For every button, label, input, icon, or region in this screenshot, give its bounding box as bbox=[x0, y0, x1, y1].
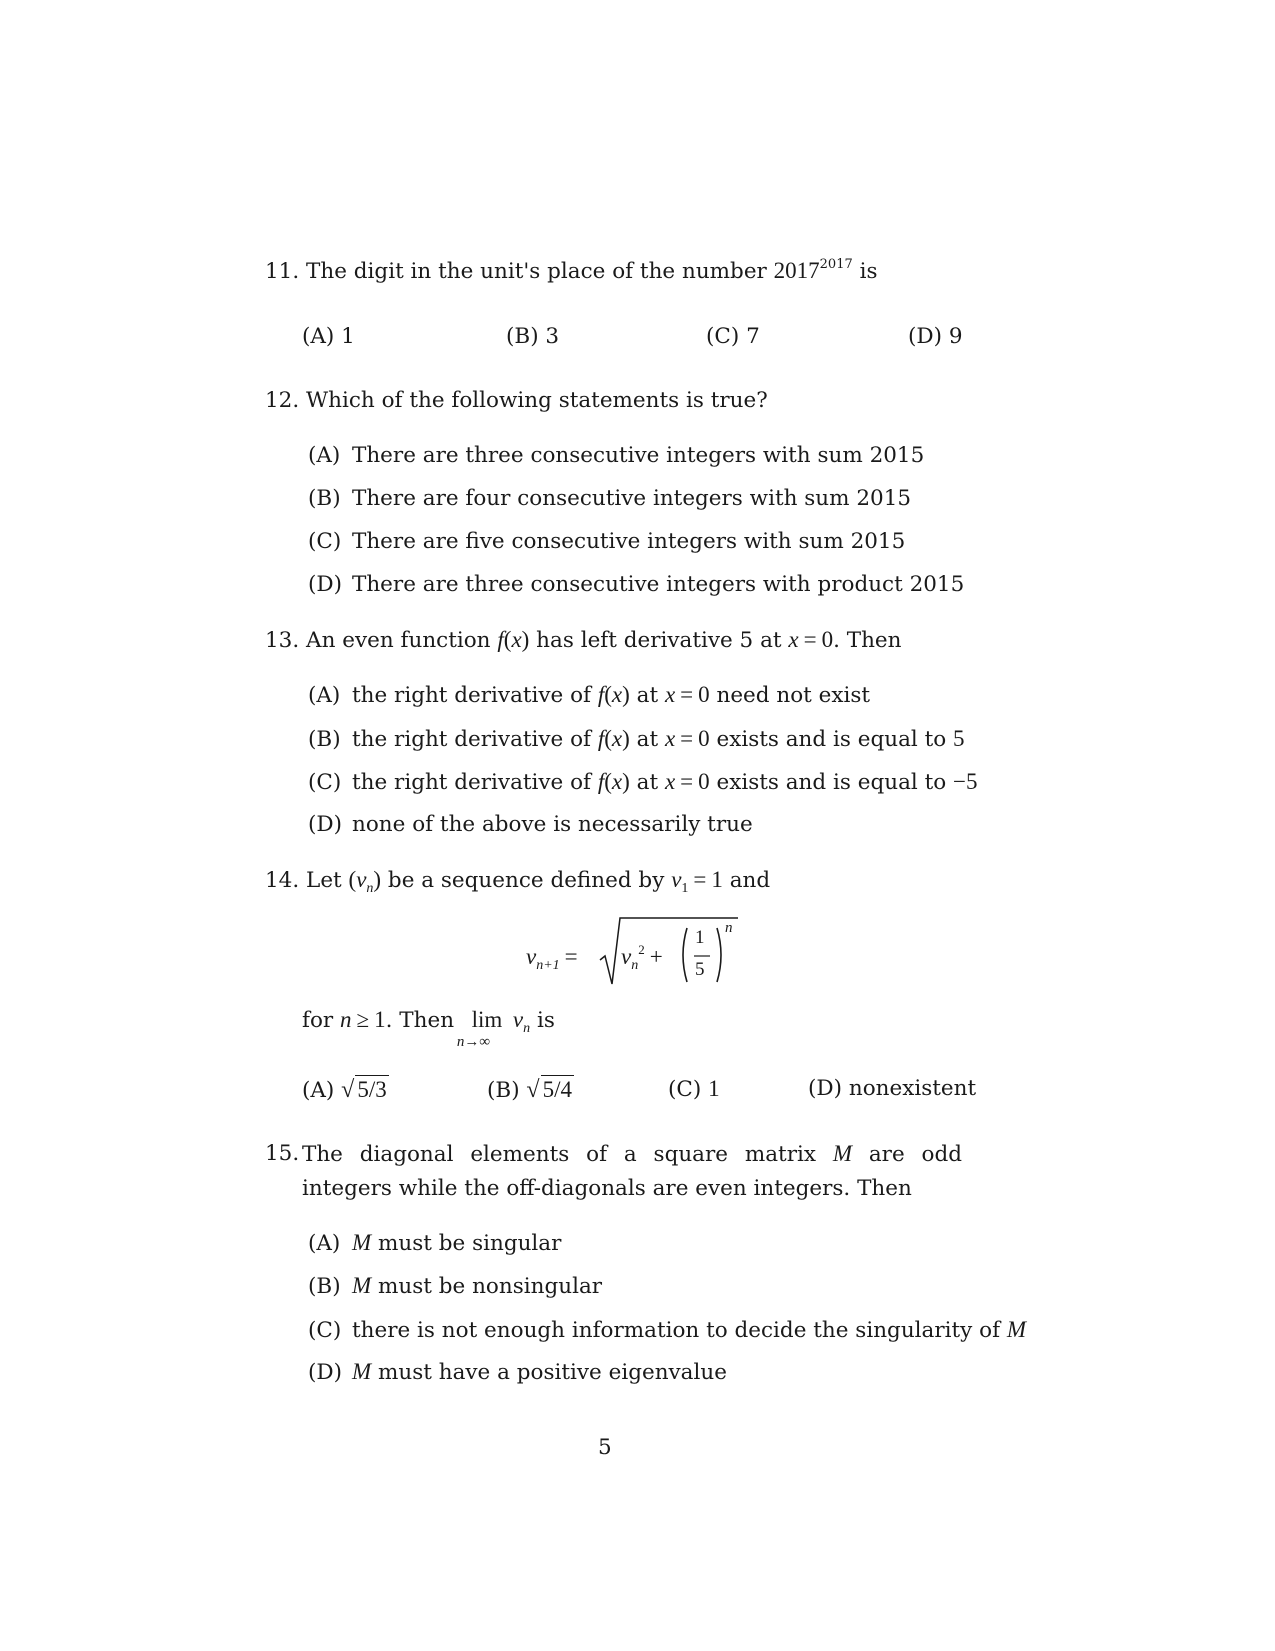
q13-option-c-at: at bbox=[629, 770, 665, 795]
q13-option-a-zero: 0 bbox=[698, 682, 710, 707]
q14-one-sub: 1 bbox=[681, 881, 689, 896]
q14-stem: 14. Let $(v_n)$ be a sequence defined by $v_1 = 1$ and bbox=[265, 867, 771, 896]
q15-stem bbox=[302, 1137, 962, 1206]
q13-option-a-x2: x bbox=[664, 682, 676, 707]
q11-option-d-letter: (D) bbox=[908, 324, 943, 349]
q15-M: M bbox=[832, 1141, 852, 1166]
q14-limit bbox=[456, 1006, 513, 1050]
q13-option-a[interactable]: (A) the right derivative of f(x) at x = 0 need not exist bbox=[308, 682, 871, 708]
q14-eq-lhs-sub: n+1 bbox=[536, 958, 560, 973]
q12-option-b-text: There are four consecutive integers with sum 2015 bbox=[352, 486, 912, 511]
q13-option-a-prefix: the right derivative of bbox=[352, 683, 598, 708]
q11-text-after: is bbox=[852, 259, 878, 284]
q14-text-1: Let bbox=[306, 868, 349, 893]
q13-x-2: x bbox=[788, 627, 799, 652]
q14-radicand-n: n bbox=[631, 958, 639, 973]
q14-option-d-letter: (D) bbox=[808, 1076, 843, 1101]
q12-option-d-text: There are three consecutive integers with product 2015 bbox=[352, 572, 965, 597]
q14-lim: lim bbox=[471, 1007, 503, 1032]
q12-option-d[interactable] bbox=[308, 571, 964, 599]
q13-f: f bbox=[497, 627, 504, 652]
q13-option-c-f: f bbox=[597, 769, 605, 794]
q13-option-b-f: f bbox=[597, 726, 605, 751]
q15-option-b-text: must be nonsingular bbox=[371, 1274, 603, 1299]
q13-text-2: has left derivative 5 at bbox=[529, 628, 789, 653]
q13-option-b[interactable]: (B) the right derivative of f(x) at x = 0 exists and is equal to 5 bbox=[308, 726, 965, 752]
q13-option-b-x2: x bbox=[664, 726, 676, 751]
q14-lim-v-sub: n bbox=[523, 1021, 531, 1036]
q14-power-n bbox=[725, 920, 733, 936]
q14-one: 1 bbox=[711, 867, 723, 892]
q12-number: 12. bbox=[265, 388, 300, 413]
q14-eq-equals: = bbox=[564, 944, 578, 969]
q14-option-d-text: nonexistent bbox=[848, 1076, 977, 1101]
q13-equals: = bbox=[803, 627, 817, 652]
q14-n: n bbox=[340, 1007, 352, 1032]
q12-option-c[interactable] bbox=[308, 528, 905, 556]
q12-option-a[interactable] bbox=[308, 442, 924, 470]
q15-text-2: are odd integers while the off-diagonals are even integers. Then bbox=[302, 1142, 962, 1201]
q13-option-b-letter: (B) bbox=[308, 727, 341, 752]
q13-option-c[interactable]: (C) the right derivative of f(x) at x = 0 exists and is equal to −5 bbox=[308, 769, 978, 795]
q13-option-a-tail: need not exist bbox=[709, 683, 871, 708]
page-number-text: 5 bbox=[598, 1435, 612, 1460]
page-number bbox=[598, 1434, 612, 1462]
q11-text-before: The digit in the unit's place of the number bbox=[306, 259, 774, 284]
q13-option-c-x: x bbox=[611, 769, 623, 794]
q11-option-d[interactable] bbox=[908, 323, 963, 351]
q15-option-a-letter: (A) bbox=[308, 1231, 341, 1256]
q15-option-b-M: M bbox=[352, 1273, 372, 1298]
q13-option-c-prefix: the right derivative of bbox=[352, 770, 598, 795]
q13-option-b-zero: 0 bbox=[698, 726, 710, 751]
q13-option-c-letter: (C) bbox=[308, 770, 342, 795]
q13-option-d-text: none of the above is necessarily true bbox=[352, 812, 753, 837]
q12-stem bbox=[265, 387, 768, 415]
q11-exponent: 2017 bbox=[819, 257, 853, 272]
q13-option-b-value: 5 bbox=[953, 726, 965, 751]
q13-text-1: An even function bbox=[306, 628, 498, 653]
q13-text-3: . Then bbox=[833, 628, 902, 653]
q15-option-c-letter: (C) bbox=[308, 1318, 342, 1343]
q13-option-b-eq: = bbox=[680, 726, 694, 751]
q12-text: Which of the following statements is true? bbox=[306, 388, 768, 413]
q13-option-c-zero: 0 bbox=[698, 769, 710, 794]
q14-power-n-text: n bbox=[725, 920, 733, 936]
q14-geq: ≥ bbox=[356, 1007, 370, 1032]
q15-option-d[interactable] bbox=[308, 1358, 727, 1387]
q14-number: 14. bbox=[265, 868, 300, 893]
q14-eq-v: v bbox=[526, 944, 537, 969]
q15-number-text: 15. bbox=[265, 1141, 300, 1166]
q14-n-sub: n bbox=[366, 881, 374, 896]
q13-option-d[interactable] bbox=[308, 811, 753, 839]
q12-option-b[interactable] bbox=[308, 485, 911, 513]
q14-text-3: and bbox=[722, 868, 771, 893]
q13-option-c-tail: exists and is equal to bbox=[709, 770, 954, 795]
q14-for: for bbox=[302, 1008, 341, 1033]
q14-limit-line bbox=[302, 1006, 555, 1050]
q13-option-c-x2: x bbox=[664, 769, 676, 794]
q15-option-a-text: must be singular bbox=[371, 1231, 562, 1256]
q13-option-d-letter: (D) bbox=[308, 812, 343, 837]
q14-v: v bbox=[356, 867, 367, 892]
q14-option-a[interactable] bbox=[302, 1075, 389, 1105]
q14-equals: = bbox=[693, 867, 707, 892]
q13-option-b-x: x bbox=[611, 726, 623, 751]
q14-option-a-letter: (A) bbox=[302, 1078, 335, 1103]
q13-option-a-letter: (A) bbox=[308, 683, 341, 708]
q11-number: 11. bbox=[265, 259, 300, 284]
q14-radicand bbox=[621, 943, 668, 972]
q12-option-d-letter: (D) bbox=[308, 572, 343, 597]
q13-stem: 13. An even function f(x) has left derivative 5 at x = 0. Then bbox=[265, 627, 902, 653]
q11-option-b[interactable] bbox=[506, 323, 559, 351]
q13-option-a-at: at bbox=[629, 683, 665, 708]
q13-option-a-f: f bbox=[597, 682, 605, 707]
q14-radicand-plus: + bbox=[649, 944, 663, 969]
q11-option-a-letter: (A) bbox=[302, 324, 335, 349]
q15-option-b[interactable] bbox=[308, 1272, 602, 1301]
q14-option-b-text: 5/4 bbox=[542, 1077, 572, 1102]
q14-radicand-square: 2 bbox=[638, 942, 645, 957]
q12-option-a-text: There are three consecutive integers with sum 2015 bbox=[352, 443, 925, 468]
q15-option-d-text: must have a positive eigenvalue bbox=[371, 1360, 727, 1385]
q15-option-d-M: M bbox=[352, 1359, 372, 1384]
q14-lim-sub: n→∞ bbox=[456, 1034, 491, 1050]
sqrt-icon: √ 5/4 bbox=[526, 1077, 572, 1103]
q13-option-b-prefix: the right derivative of bbox=[352, 727, 598, 752]
q14-option-d[interactable] bbox=[808, 1075, 976, 1103]
q15-option-a[interactable] bbox=[308, 1229, 561, 1258]
q14-option-b-letter: (B) bbox=[487, 1078, 520, 1103]
q13-option-b-tail: exists and is equal to bbox=[709, 727, 954, 752]
q11-option-c[interactable] bbox=[706, 323, 760, 351]
q13-zero: 0 bbox=[821, 627, 834, 652]
q12-option-a-letter: (A) bbox=[308, 443, 341, 468]
q11-option-a[interactable] bbox=[302, 323, 355, 351]
q14-frac-numerator bbox=[695, 926, 705, 949]
q13-option-b-at: at bbox=[629, 727, 665, 752]
q11-option-c-letter: (C) bbox=[706, 324, 740, 349]
q13-option-c-eq: = bbox=[680, 769, 694, 794]
q14-option-a-text: 5/3 bbox=[357, 1077, 387, 1102]
q14-equation-lhs bbox=[526, 943, 583, 972]
q15-option-c-M: M bbox=[1006, 1317, 1027, 1342]
q13-option-c-value: −5 bbox=[953, 769, 978, 794]
q15-number bbox=[265, 1140, 299, 1168]
q14-radicand-v: v bbox=[621, 944, 632, 969]
q14-is: is bbox=[530, 1008, 555, 1033]
q15-option-c-text: there is not enough information to decide the singularity of bbox=[352, 1318, 1007, 1343]
sqrt-icon: √ 5/3 bbox=[341, 1077, 387, 1103]
q12-option-c-letter: (C) bbox=[308, 529, 342, 554]
q14-one-b: 1 bbox=[374, 1007, 386, 1032]
q15-option-a-M: M bbox=[352, 1230, 372, 1255]
q15-text-1: The diagonal elements of a square matrix bbox=[302, 1142, 833, 1167]
q11-option-b-text: 3 bbox=[545, 324, 560, 349]
q11-option-d-text: 9 bbox=[948, 324, 963, 349]
q14-option-c-letter: (C) bbox=[668, 1077, 702, 1102]
q14-option-c-text: 1 bbox=[708, 1076, 720, 1101]
q13-option-a-x: x bbox=[611, 682, 623, 707]
q14-lim-v: v bbox=[512, 1007, 524, 1032]
q14-option-c[interactable] bbox=[668, 1075, 720, 1104]
q14-v1: v bbox=[671, 867, 682, 892]
q13-option-a-eq: = bbox=[680, 682, 694, 707]
q14-text-2: be a sequence defined by bbox=[381, 868, 672, 893]
q11-option-c-text: 7 bbox=[746, 324, 760, 349]
q11-option-b-letter: (B) bbox=[506, 324, 539, 349]
q15-option-b-letter: (B) bbox=[308, 1274, 341, 1299]
q15-option-c[interactable] bbox=[308, 1316, 1026, 1345]
q14-option-b[interactable] bbox=[487, 1075, 574, 1105]
q14-text-4: . Then bbox=[385, 1008, 461, 1033]
q13-number: 13. bbox=[265, 628, 300, 653]
q11-base: 2017 bbox=[773, 258, 820, 283]
q14-frac-num-text: 1 bbox=[695, 927, 705, 948]
q13-x: x bbox=[511, 627, 522, 652]
q12-option-b-letter: (B) bbox=[308, 486, 341, 511]
q11-option-a-text: 1 bbox=[341, 324, 355, 349]
q15-option-d-letter: (D) bbox=[308, 1360, 343, 1385]
q12-option-c-text: There are five consecutive integers with sum 2015 bbox=[352, 529, 906, 554]
q11-stem bbox=[265, 257, 878, 286]
q14-frac-den-text: 5 bbox=[695, 959, 705, 980]
q14-frac-denominator bbox=[695, 958, 705, 981]
